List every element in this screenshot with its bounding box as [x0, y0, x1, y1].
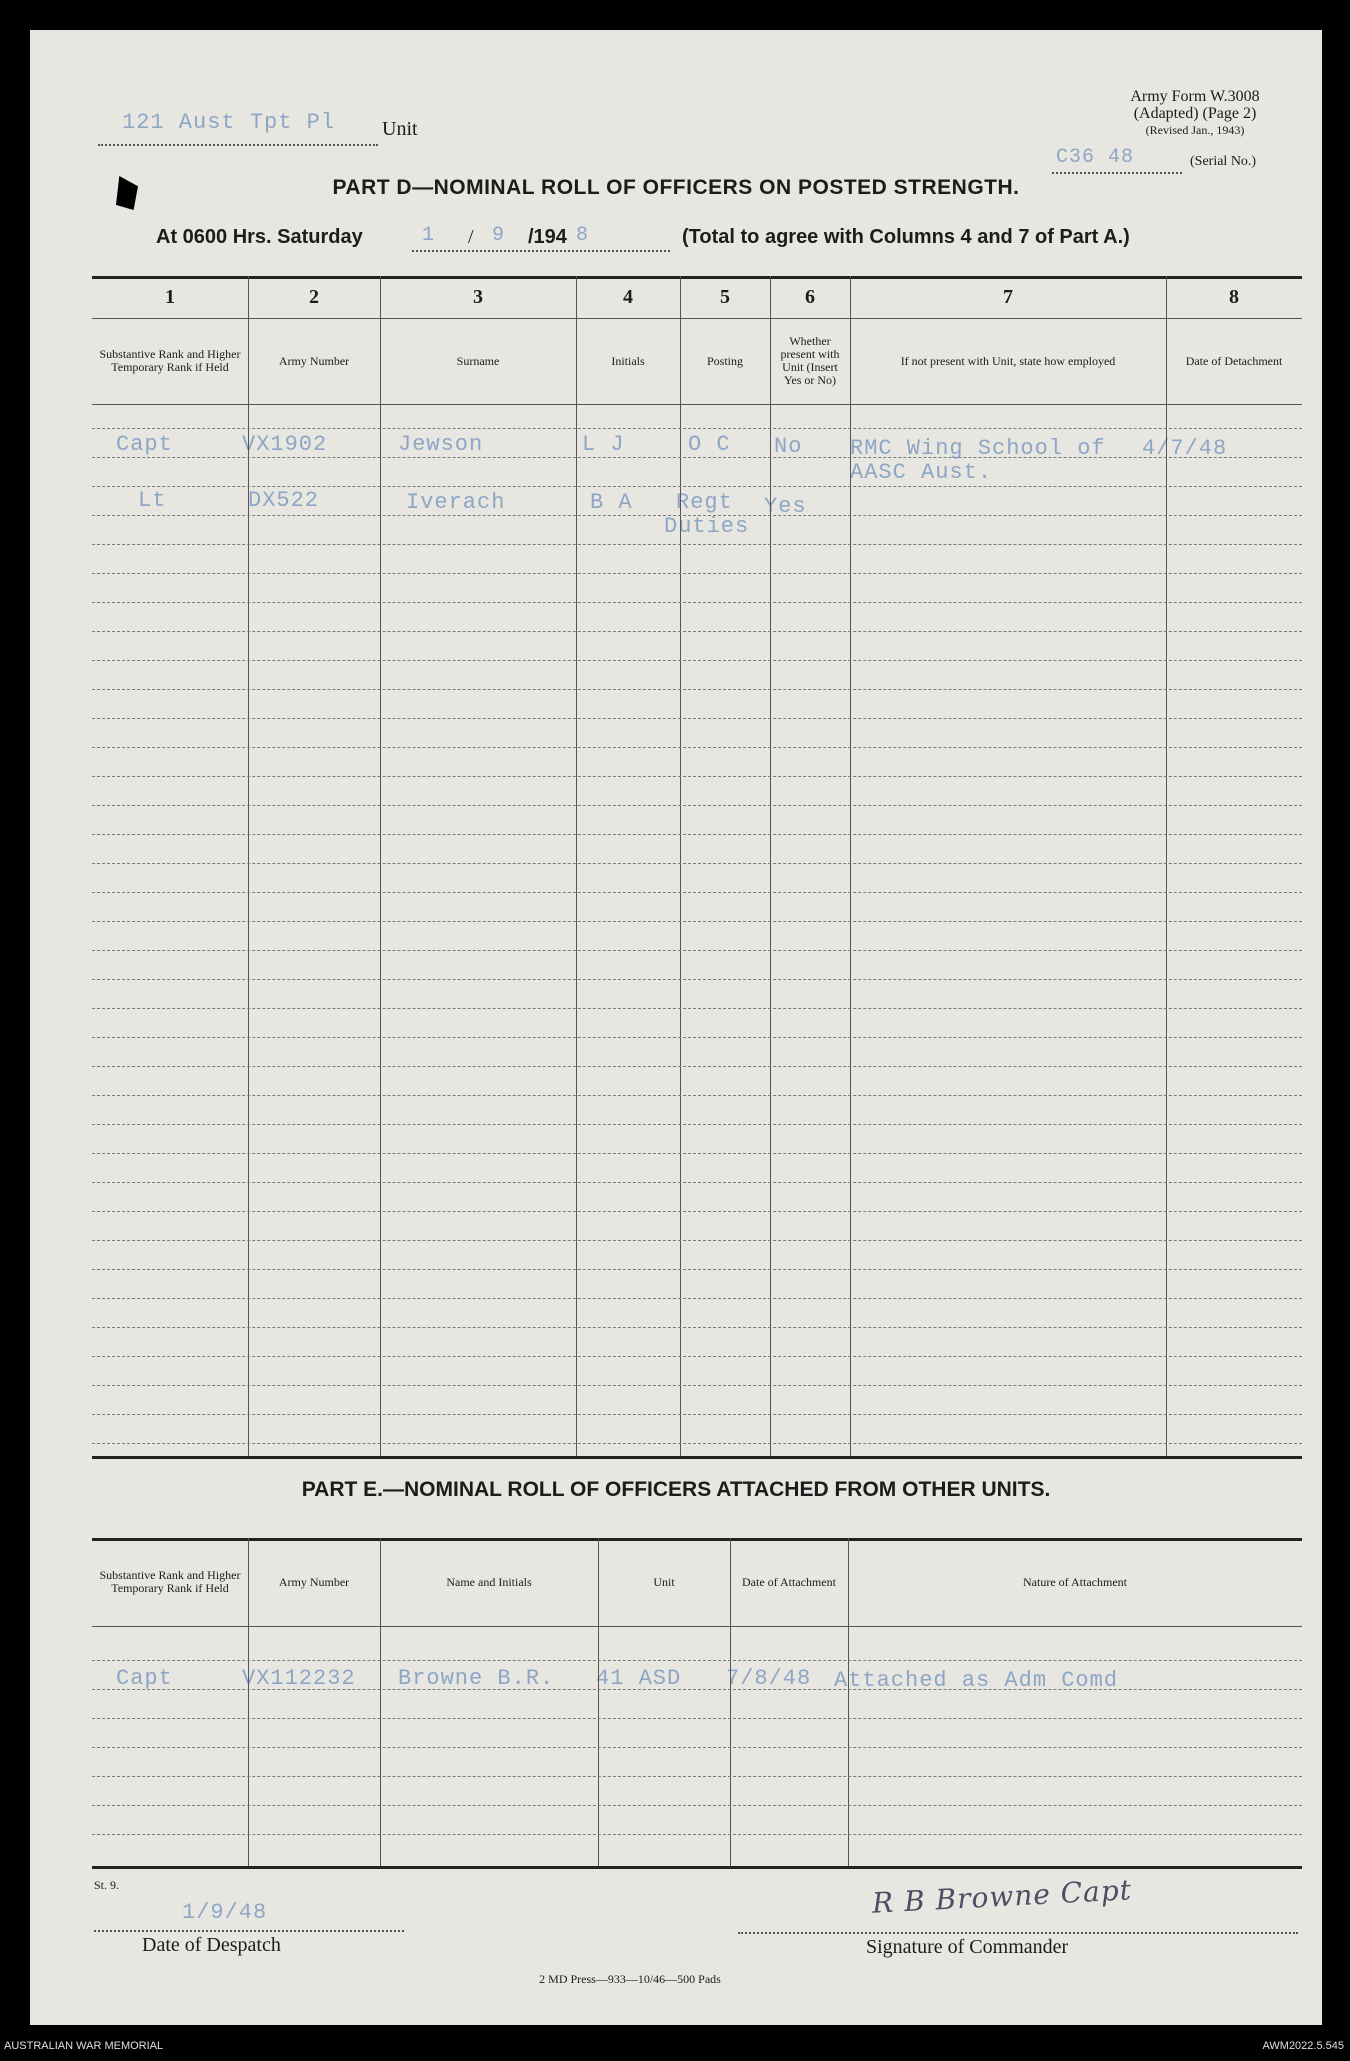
form-reference-line1: Army Form W.3008 [1130, 88, 1260, 105]
part-d-column-divider [680, 276, 681, 1456]
part-d-row-rule [92, 718, 1302, 719]
date-year-prefix: /194 [528, 226, 567, 248]
part-d-title: PART D—NOMINAL ROLL OF OFFICERS ON POSTED STRENGTH. [332, 176, 1020, 199]
part-d-row-rule [92, 747, 1302, 748]
part-d-row-rule [92, 892, 1302, 893]
row1-rank: Capt [116, 432, 173, 457]
parte-row1-nature: Attached as Adm Comd [834, 1668, 1119, 1693]
part-d-row-rule [92, 1327, 1302, 1328]
part-e-row-rule [92, 1689, 1302, 1690]
part-d-row-rule [92, 544, 1302, 545]
form-reference [1090, 88, 1300, 139]
part-e-column-header: Nature of Attachment [1023, 1574, 1127, 1589]
part-e-column-header: Date of Attachment [742, 1574, 836, 1589]
row2-surname: Iverach [406, 490, 506, 515]
part-d-row-rule [92, 602, 1302, 603]
at-text: At 0600 Hrs. Saturday [156, 226, 363, 248]
row2-initials: B A [590, 490, 633, 515]
part-d-row-rule [92, 1356, 1302, 1357]
part-d-row-rule [92, 1414, 1302, 1415]
caption-left: AUSTRALIAN WAR MEMORIAL [4, 2040, 164, 2052]
part-d-row-rule [92, 1153, 1302, 1154]
part-d-row-rule [92, 486, 1302, 487]
form-reference-line3: (Revised Jan., 1943) [1145, 123, 1245, 137]
part-d-row-rule [92, 1182, 1302, 1183]
part-e-bottom-rule [92, 1866, 1302, 1869]
part-d-row-rule [92, 1240, 1302, 1241]
part-e-column-divider [848, 1538, 849, 1866]
row1-employed: RMC Wing School of [850, 436, 1106, 461]
part-e-column-divider [730, 1538, 731, 1866]
part-d-row-rule [92, 950, 1302, 951]
part-d-column-header: Army Number [278, 353, 350, 368]
part-e-row-rule [92, 1747, 1302, 1748]
part-d-row-rule [92, 515, 1302, 516]
part-d-row-rule [92, 921, 1302, 922]
parte-row1-unit: 41 ASD [596, 1666, 682, 1691]
part-e-column-divider [598, 1538, 599, 1866]
row2-present: Yes [764, 494, 807, 519]
row2-number: DX522 [248, 488, 320, 513]
part-e-row-rule [92, 1776, 1302, 1777]
serial-label: (Serial No.) [1190, 154, 1257, 169]
part-e-row-rule [92, 1805, 1302, 1806]
unit-label: Unit [382, 118, 418, 140]
part-d-row-rule [92, 863, 1302, 864]
part-d-row-rule [92, 631, 1302, 632]
row1-posting: O C [688, 432, 731, 457]
part-d-row-rule [92, 1037, 1302, 1038]
parte-row1-name: Browne B.R. [398, 1666, 555, 1691]
part-d-row-rule [92, 979, 1302, 980]
row1-number: VX1902 [242, 432, 328, 457]
part-d-row-rule [92, 776, 1302, 777]
part-d-column-header: If not present with Unit, state how employed [900, 353, 1116, 368]
form-page [30, 30, 1322, 2025]
press-line: 2 MD Press—933—10/46—500 Pads [539, 1972, 721, 1986]
row2-rank: Lt [138, 488, 167, 513]
part-d-column-number: 8 [1229, 286, 1239, 308]
part-d-column-divider [380, 276, 381, 1456]
part-d-row-rule [92, 428, 1302, 429]
part-d-row-rule [92, 1385, 1302, 1386]
part-e-title: PART E.—NOMINAL ROLL OF OFFICERS ATTACHED FROM OTHER UNITS. [301, 1478, 1051, 1501]
part-d-row-rule [92, 1211, 1302, 1212]
row2-posting: Regt [676, 490, 733, 515]
part-d-row-rule [92, 457, 1302, 458]
part-d-column-number: 4 [623, 286, 633, 308]
part-d-column-header: Whether present with Unit (Insert Yes or No) [780, 334, 840, 387]
despatch-label: Date of Despatch [142, 1934, 281, 1956]
part-e-row-rule [92, 1718, 1302, 1719]
part-d-row-rule [92, 573, 1302, 574]
part-e-row-rule [92, 1834, 1302, 1835]
part-e-column-header: Name and Initials [446, 1574, 532, 1589]
serial-value: C36 48 [1056, 146, 1135, 169]
commander-signature: R B Browne Capt [871, 1873, 1133, 1920]
part-d-column-header: Date of Detachment [1185, 353, 1283, 368]
part-d-column-header: Initials [611, 353, 645, 368]
part-d-row-rule [92, 805, 1302, 806]
part-e-top-rule [92, 1538, 1302, 1541]
part-d-column-divider [850, 276, 851, 1456]
part-e-column-header: Army Number [278, 1574, 350, 1589]
date-month: 9 [492, 224, 506, 247]
part-d-column-number: 6 [805, 286, 815, 308]
part-d-row-rule [92, 1095, 1302, 1096]
parte-row1-rank: Capt [116, 1666, 173, 1691]
part-d-column-divider [248, 276, 249, 1456]
part-d-column-number: 2 [309, 286, 319, 308]
row1-surname: Jewson [398, 432, 484, 457]
part-e-column-divider [380, 1538, 381, 1866]
part-d-column-number: 1 [165, 286, 175, 308]
despatch-value: 1/9/48 [182, 1900, 268, 1925]
part-e-column-header: Substantive Rank and Higher Temporary Rank if Held [99, 1568, 241, 1595]
part-d-row-rule [92, 1124, 1302, 1125]
part-d-header-rule [92, 404, 1302, 405]
caption-right: AWM2022.5.545 [1262, 2040, 1344, 2052]
part-d-column-header: Surname [456, 353, 500, 368]
part-d-bottom-rule [92, 1456, 1302, 1459]
part-e-column-divider [248, 1538, 249, 1866]
date-day: 1 [422, 224, 436, 247]
total-note: (Total to agree with Columns 4 and 7 of Part A.) [682, 226, 1130, 248]
part-d-row-rule [92, 1269, 1302, 1270]
part-d-row-rule [92, 689, 1302, 690]
part-d-row-rule [92, 1443, 1302, 1444]
st-code: St. 9. [94, 1878, 120, 1892]
signature-label: Signature of Commander [866, 1936, 1069, 1958]
part-d-column-number: 7 [1003, 286, 1013, 308]
part-d-column-header: Posting [706, 353, 743, 368]
part-e-column-header: Unit [653, 1574, 675, 1589]
part-d-top-rule [92, 276, 1302, 279]
part-d-column-number: 5 [720, 286, 730, 308]
part-d-number-rule [92, 318, 1302, 319]
parte-row1-number: VX112232 [242, 1666, 356, 1691]
row1-employed-line2: AASC Aust. [850, 460, 993, 485]
part-d-column-divider [770, 276, 771, 1456]
part-d-row-rule [92, 1066, 1302, 1067]
form-reference-line2: (Adapted) (Page 2) [1133, 105, 1257, 122]
part-d-column-divider [1166, 276, 1167, 1456]
row2-posting-line2: Duties [664, 514, 750, 539]
date-year-suffix: 8 [576, 224, 590, 247]
part-d-row-rule [92, 834, 1302, 835]
row1-present: No [774, 434, 803, 459]
row1-initials: L J [582, 432, 625, 457]
date-slash: / [468, 226, 474, 248]
unit-value: 121 Aust Tpt Pl [122, 110, 336, 135]
part-e-row-rule [92, 1660, 1302, 1661]
part-d-column-divider [576, 276, 577, 1456]
row1-date: 4/7/48 [1142, 436, 1228, 461]
part-d-column-number: 3 [473, 286, 483, 308]
part-e-header-rule [92, 1626, 1302, 1627]
part-d-row-rule [92, 1008, 1302, 1009]
parte-row1-date: 7/8/48 [726, 1666, 812, 1691]
part-d-row-rule [92, 1298, 1302, 1299]
part-d-row-rule [92, 660, 1302, 661]
part-d-column-header: Substantive Rank and Higher Temporary Rank if Held [99, 347, 241, 374]
